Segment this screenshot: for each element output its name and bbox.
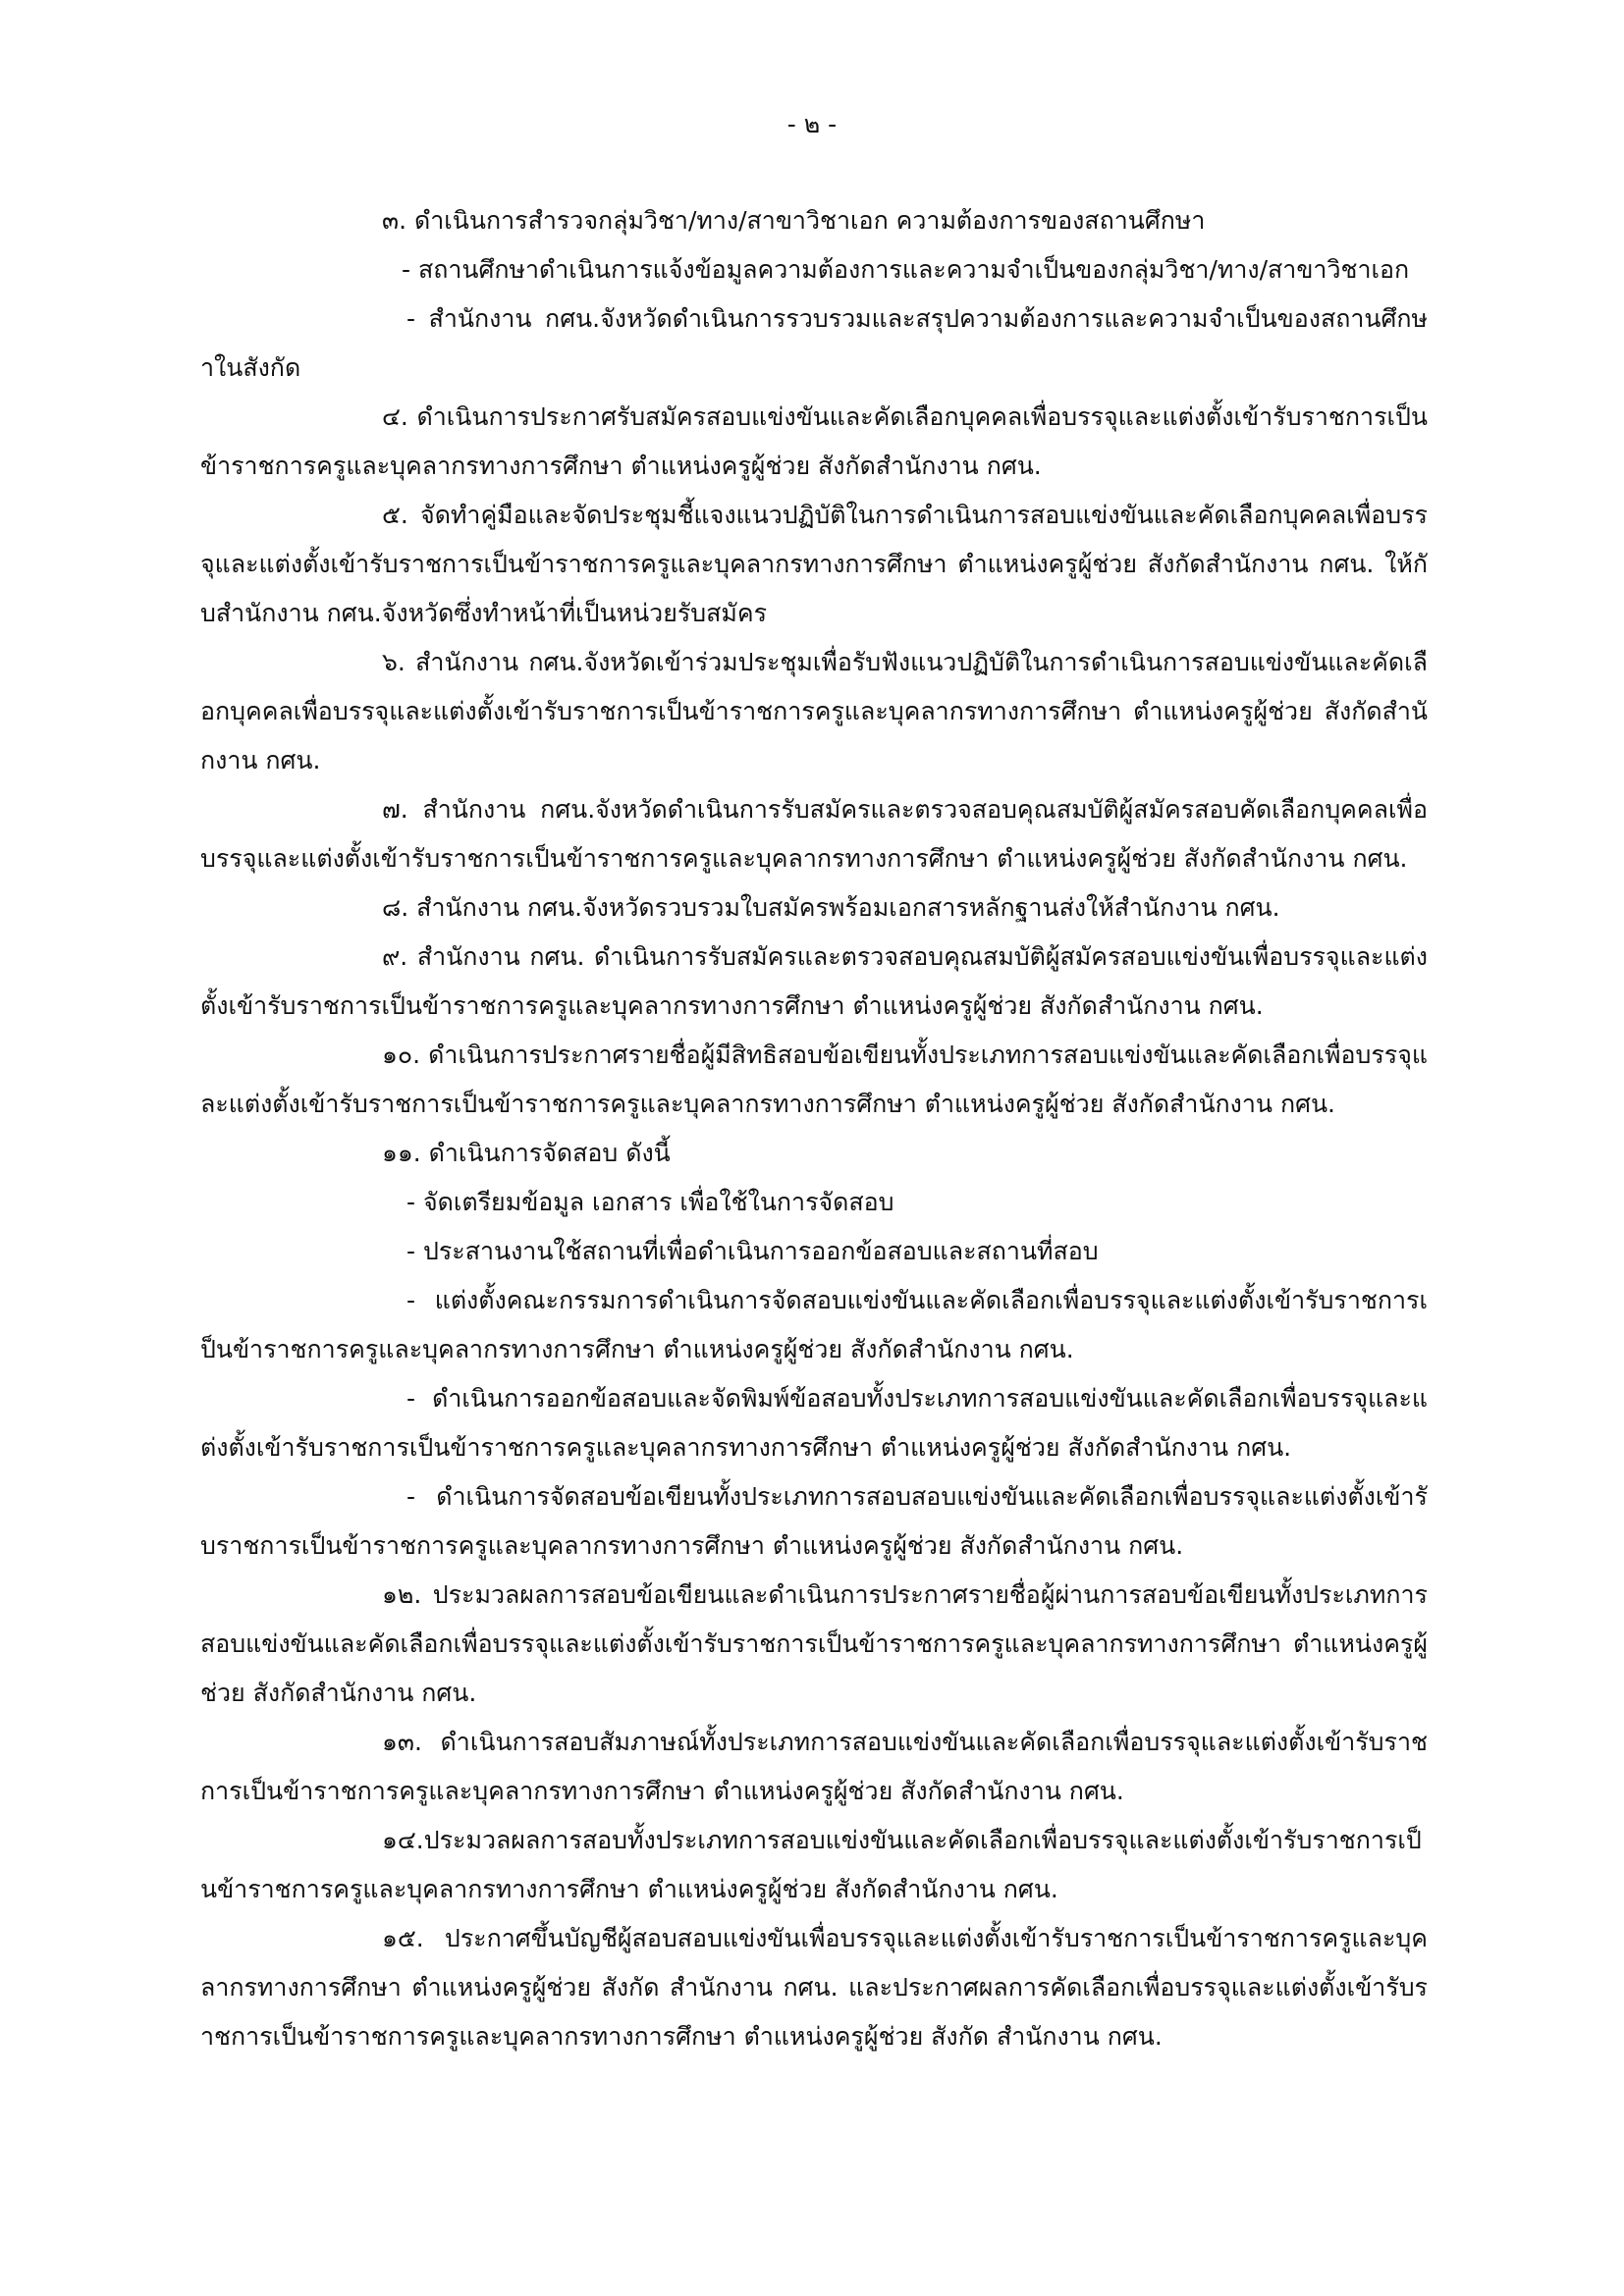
item-11-sub-1: - จัดเตรียมข้อมูล เอกสาร เพื่อใช้ในการจัดสอบ bbox=[406, 1188, 894, 1216]
item-10: ๑๐. ดำเนินการประกาศรายชื่อผู้มีสิทธิสอบข้อเขียนทั้งประเภทการสอบแข่งขันและคัดเลือกเพื่อบรรจุและแต่งตั้งเข้ารับราชการเป็นข้าราชการครูและบุคลากรทางการศึกษา ตำแหน่งครูผู้ช่วย สังกัดสำนักงาน กศน. bbox=[200, 1041, 1428, 1118]
item-4: ๔. ดำเนินการประกาศรับสมัครสอบแข่งขันและคัดเลือกบุคคลเพื่อบรรจุและแต่งตั้งเข้ารับราชการเป็นข้าราชการครูและบุคลากรทางการศึกษา ตำแหน่งครูผู้ช่วย สังกัดสำนักงาน กศน. bbox=[200, 402, 1428, 480]
item-7: ๗. สำนักงาน กศน.จังหวัดดำเนินการรับสมัครและตรวจสอบคุณสมบัติผู้สมัครสอบคัดเลือกบุคคลเพื่อบรรจุและแต่งตั้งเข้ารับราชการเป็นข้าราชการครูและบุคลากรทางการศึกษา ตำแหน่งครูผู้ช่วย สังกัดสำนักงาน กศน. bbox=[200, 795, 1428, 873]
item-3-sub-2: - สำนักงาน กศน.จังหวัดดำเนินการรวบรวมและสรุปความต้องการและความจำเป็นของสถานศึกษาในสังกัด bbox=[200, 304, 1428, 382]
item-6: ๖. สำนักงาน กศน.จังหวัดเข้าร่วมประชุมเพื่อรับฟังแนวปฏิบัติในการดำเนินการสอบแข่งขันและคัดเลือกบุคคลเพื่อบรรจุและแต่งตั้งเข้ารับราชการเป็นข้าราชการครูและบุคลากรทางการศึกษา ตำแหน่งครูผู้ช่วย สังกัดสำนักงาน กศน. bbox=[200, 648, 1428, 774]
item-15: ๑๕. ประกาศขึ้นบัญชีผู้สอบสอบแข่งขันเพื่อบรรจุและแต่งตั้งเข้ารับราชการเป็นข้าราชการครูและบุคลากรทางการศึกษา ตำแหน่งครูผู้ช่วย สังกัด สำนักงาน กศน. และประกาศผลการคัดเลือกเพื่อบรรจุและแต่งตั้งเข้ารับราชการเป็นข้าราชการครูและบุคลากรทางการศึกษา ตำแหน่งครูผู้ช่วย สังกัด สำนักงาน กศน. bbox=[200, 1924, 1428, 2051]
document-body bbox=[200, 196, 1428, 2061]
item-11: ๑๑. ดำเนินการจัดสอบ ดังนี้ bbox=[382, 1139, 671, 1167]
item-12: ๑๒. ประมวลผลการสอบข้อเขียนและดำเนินการประกาศรายชื่อผู้ผ่านการสอบข้อเขียนทั้งประเภทการสอบแข่งขันและคัดเลือกเพื่อบรรจุและแต่งตั้งเข้ารับราชการเป็นข้าราชการครูและบุคลากรทางการศึกษา ตำแหน่งครูผู้ช่วย สังกัดสำนักงาน กศน. bbox=[200, 1580, 1428, 1707]
item-11-sub-3: - แต่งตั้งคณะกรรมการดำเนินการจัดสอบแข่งขันและคัดเลือกเพื่อบรรจุและแต่งตั้งเข้ารับราชการเป็นข้าราชการครูและบุคลากรทางการศึกษา ตำแหน่งครูผู้ช่วย สังกัดสำนักงาน กศน. bbox=[200, 1286, 1428, 1363]
item-11-sub-2: - ประสานงานใช้สถานที่เพื่อดำเนินการออกข้อสอบและสถานที่สอบ bbox=[406, 1237, 1099, 1265]
item-11-sub-5: - ดำเนินการจัดสอบข้อเขียนทั้งประเภทการสอบสอบแข่งขันและคัดเลือกเพื่อบรรจุและแต่งตั้งเข้ารับราชการเป็นข้าราชการครูและบุคลากรทางการศึกษา ตำแหน่งครูผู้ช่วย สังกัดสำนักงาน กศน. bbox=[200, 1482, 1428, 1560]
item-3-sub-1: - สถานศึกษาดำเนินการแจ้งข้อมูลความต้องการและความจำเป็นของกลุ่มวิชา/ทาง/สาขาวิชาเอก bbox=[402, 255, 1410, 284]
item-11-sub-4: - ดำเนินการออกข้อสอบและจัดพิมพ์ข้อสอบทั้งประเภทการสอบแข่งขันและคัดเลือกเพื่อบรรจุและแต่งตั้งเข้ารับราชการเป็นข้าราชการครูและบุคลากรทางการศึกษา ตำแหน่งครูผู้ช่วย สังกัดสำนักงาน กศน. bbox=[200, 1384, 1428, 1462]
item-14: ๑๔.ประมวลผลการสอบทั้งประเภทการสอบแข่งขันและคัดเลือกเพื่อบรรจุและแต่งตั้งเข้ารับราชการเป็นข้าราชการครูและบุคลากรทางการศึกษา ตำแหน่งครูผู้ช่วย สังกัดสำนักงาน กศน. bbox=[200, 1826, 1422, 1903]
item-13: ๑๓. ดำเนินการสอบสัมภาษณ์ทั้งประเภทการสอบแข่งขันและคัดเลือกเพื่อบรรจุและแต่งตั้งเข้ารับราชการเป็นข้าราชการครูและบุคลากรทางการศึกษา ตำแหน่งครูผู้ช่วย สังกัดสำนักงาน กศน. bbox=[200, 1728, 1428, 1805]
page-number: - ๒ - bbox=[786, 110, 838, 138]
item-5: ๕. จัดทำคู่มือและจัดประชุมชี้แจงแนวปฏิบัติในการดำเนินการสอบแข่งขันและคัดเลือกบุคคลเพื่อบรรจุและแต่งตั้งเข้ารับราชการเป็นข้าราชการครูและบุคลากรทางการศึกษา ตำแหน่งครูผู้ช่วย สังกัดสำนักงาน กศน. ให้กับสำนักงาน กศน.จังหวัดซึ่งทำหน้าที่เป็นหน่วยรับสมัคร bbox=[200, 501, 1428, 627]
item-9: ๙. สำนักงาน กศน. ดำเนินการรับสมัครและตรวจสอบคุณสมบัติผู้สมัครสอบแข่งขันเพื่อบรรจุและแต่งตั้งเข้ารับราชการเป็นข้าราชการครูและบุคลากรทางการศึกษา ตำแหน่งครูผู้ช่วย สังกัดสำนักงาน กศน. bbox=[200, 942, 1428, 1020]
item-3: ๓. ดำเนินการสำรวจกลุ่มวิชา/ทาง/สาขาวิชาเอก ความต้องการของสถานศึกษา bbox=[382, 206, 1206, 235]
item-8: ๘. สำนักงาน กศน.จังหวัดรวบรวมใบสมัครพร้อมเอกสารหลักฐานส่งให้สำนักงาน กศน. bbox=[382, 893, 1280, 922]
